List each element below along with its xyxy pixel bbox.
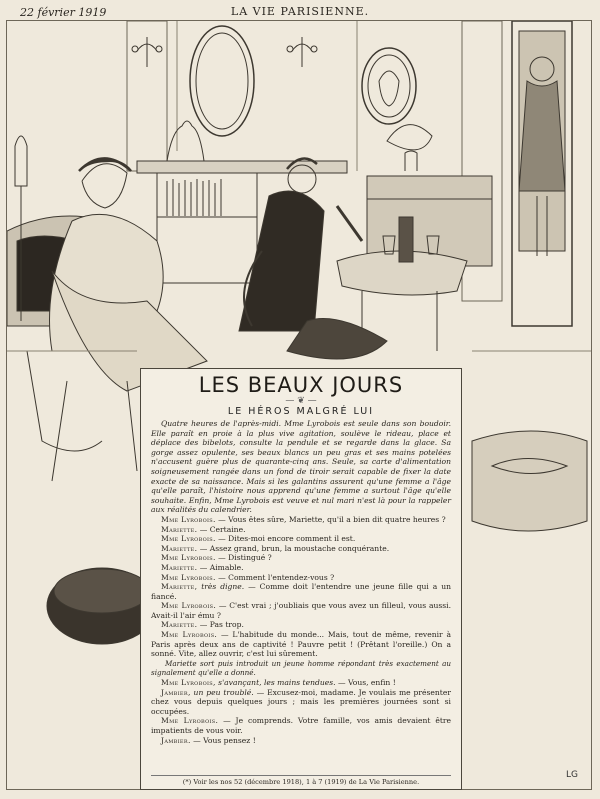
dialogue-line <box>151 601 451 620</box>
footnote: (*) Voir les nos 52 (décembre 1918), 1 à 7 (1919) de La Vie Parisienne. <box>151 775 451 786</box>
line-text: — Vous êtes sûre, Mariette, qu'il a bien dit quatre heures ? <box>218 514 446 524</box>
artist-monogram: LG <box>566 770 578 780</box>
line-text: — L'habitude du monde... Mais, tout de même, revenir à Paris après deux ans de captivité ! Pauvre petit ! (Prêtant l'oreille.) On a sonné. Vite, allez ouvrir, c'est lui sûrement. <box>151 630 451 659</box>
line-text: — Distingué ? <box>218 553 272 563</box>
line-text: — Vous pensez ! <box>193 735 256 745</box>
dialogue-line <box>151 515 451 525</box>
speaker-name: Mme Lyrobois. <box>161 630 218 640</box>
dialogue-line <box>151 630 451 659</box>
line-text: — Aimable. <box>199 562 244 572</box>
dialogue-line <box>151 716 451 735</box>
dialogue-line <box>151 534 451 544</box>
publication-title: LA VIE PARISIENNE. <box>230 5 370 18</box>
dialogue-line <box>151 688 451 717</box>
article-box <box>140 368 462 790</box>
speaker-name: Jambier. <box>161 735 191 745</box>
line-text: — C'est vrai ; j'oubliais que vous avez un filleul, vous aussi. Avait-il l'air ému ? <box>151 601 452 620</box>
dialogue-line <box>151 678 451 688</box>
speaker-direction: un peu troublé. <box>193 687 254 697</box>
speaker-name: Mme Lyrobois. <box>161 601 217 611</box>
speaker-name: Mme Lyrobois. <box>161 716 219 726</box>
speaker-name: Mme Lyrobois. <box>161 572 216 582</box>
intro-paragraph: Quatre heures de l'après-midi. Mme Lyrobois est seule dans son boudoir. Elle paraît en proie à la plus vive agitation, soulève le rideau, place et déplace des bibelots, consulte la pendule et se regarde dans la glace. Sa gorge assez opulente, ses beaux blancs un peu gras et ses mains potelées n'accusent guère plus de quarante-cinq ans. Seule, sa carte d'alimentation soigneusement rangée dans un fond de tiroir serait capable de fixer la date exacte de sa naissance. Mais si les galantins assurent qu'une femme a l'âge qu'elle paraît, l'histoire nous apprend qu'une femme a surtout l'âge qu'elle souhaite. Enfin, Mme Lyrobois est veuve et nul mari n'est là pour la rappeler aux réalités du calendrier. <box>151 419 451 515</box>
article-body <box>151 419 451 745</box>
line-text: — Comme doit l'entendre une jeune fille qui a un fiancé. <box>151 582 451 601</box>
speaker-name: Mariette, <box>161 582 198 592</box>
line-text: — Vous, enfin ! <box>337 678 396 688</box>
line-text: — Pas trop. <box>199 620 244 630</box>
issue-date: 22 février 1919 <box>20 6 107 19</box>
dialogue-line <box>151 582 451 601</box>
dialogue-line <box>151 563 451 573</box>
stage-direction: Mariette sort puis introduit un jeune homme répondant très exactement au signalement qu'elle a donné. <box>151 658 451 678</box>
dialogue-line <box>151 525 451 535</box>
speaker-name: Mariette. <box>161 543 198 553</box>
speaker-name: Mme Lyrobois. <box>161 514 216 524</box>
speaker-name: Mariette. <box>161 620 198 630</box>
article-subtitle: LE HÉROS MALGRÉ LUI <box>227 406 375 417</box>
line-text: — Comment l'entendez-vous ? <box>218 572 335 582</box>
page-header <box>0 4 600 20</box>
dialogue-line <box>151 620 451 630</box>
article-title: LES BEAUX JOURS <box>198 373 404 397</box>
line-text: — Excusez-moi, madame. Je voulais me présenter chez vous depuis quelques jours ; mais les premières journées sont si occupées. <box>151 687 451 716</box>
dialogue-line <box>151 553 451 563</box>
speaker-name: Mme Lyrobois. <box>161 534 216 544</box>
dialogue-line <box>151 573 451 583</box>
speaker-direction: s'avançant, les mains tendues. <box>218 678 336 688</box>
speaker-name: Mme Lyrobois. <box>161 553 216 563</box>
speaker-name: Mariette. <box>161 562 198 572</box>
speaker-name: Jambier, <box>161 687 191 697</box>
dialogue-part-1 <box>151 515 451 659</box>
speaker-name: Mme Lyrobois, <box>161 678 216 688</box>
line-text: — Je comprends. Votre famille, vos amis devaient être impatients de vous voir. <box>151 716 451 735</box>
line-text: — Assez grand, brun, la moustache conquérante. <box>199 543 390 553</box>
line-text: — Certaine. <box>199 524 246 534</box>
line-text: — Dites-moi encore comment il est. <box>218 534 356 544</box>
speaker-name: Mariette. <box>161 524 198 534</box>
dialogue-line <box>151 544 451 554</box>
speaker-direction: très digne. <box>201 582 245 592</box>
title-ornament: — ❦ — <box>285 396 317 406</box>
dialogue-part-2 <box>151 678 451 745</box>
dialogue-line <box>151 736 451 746</box>
